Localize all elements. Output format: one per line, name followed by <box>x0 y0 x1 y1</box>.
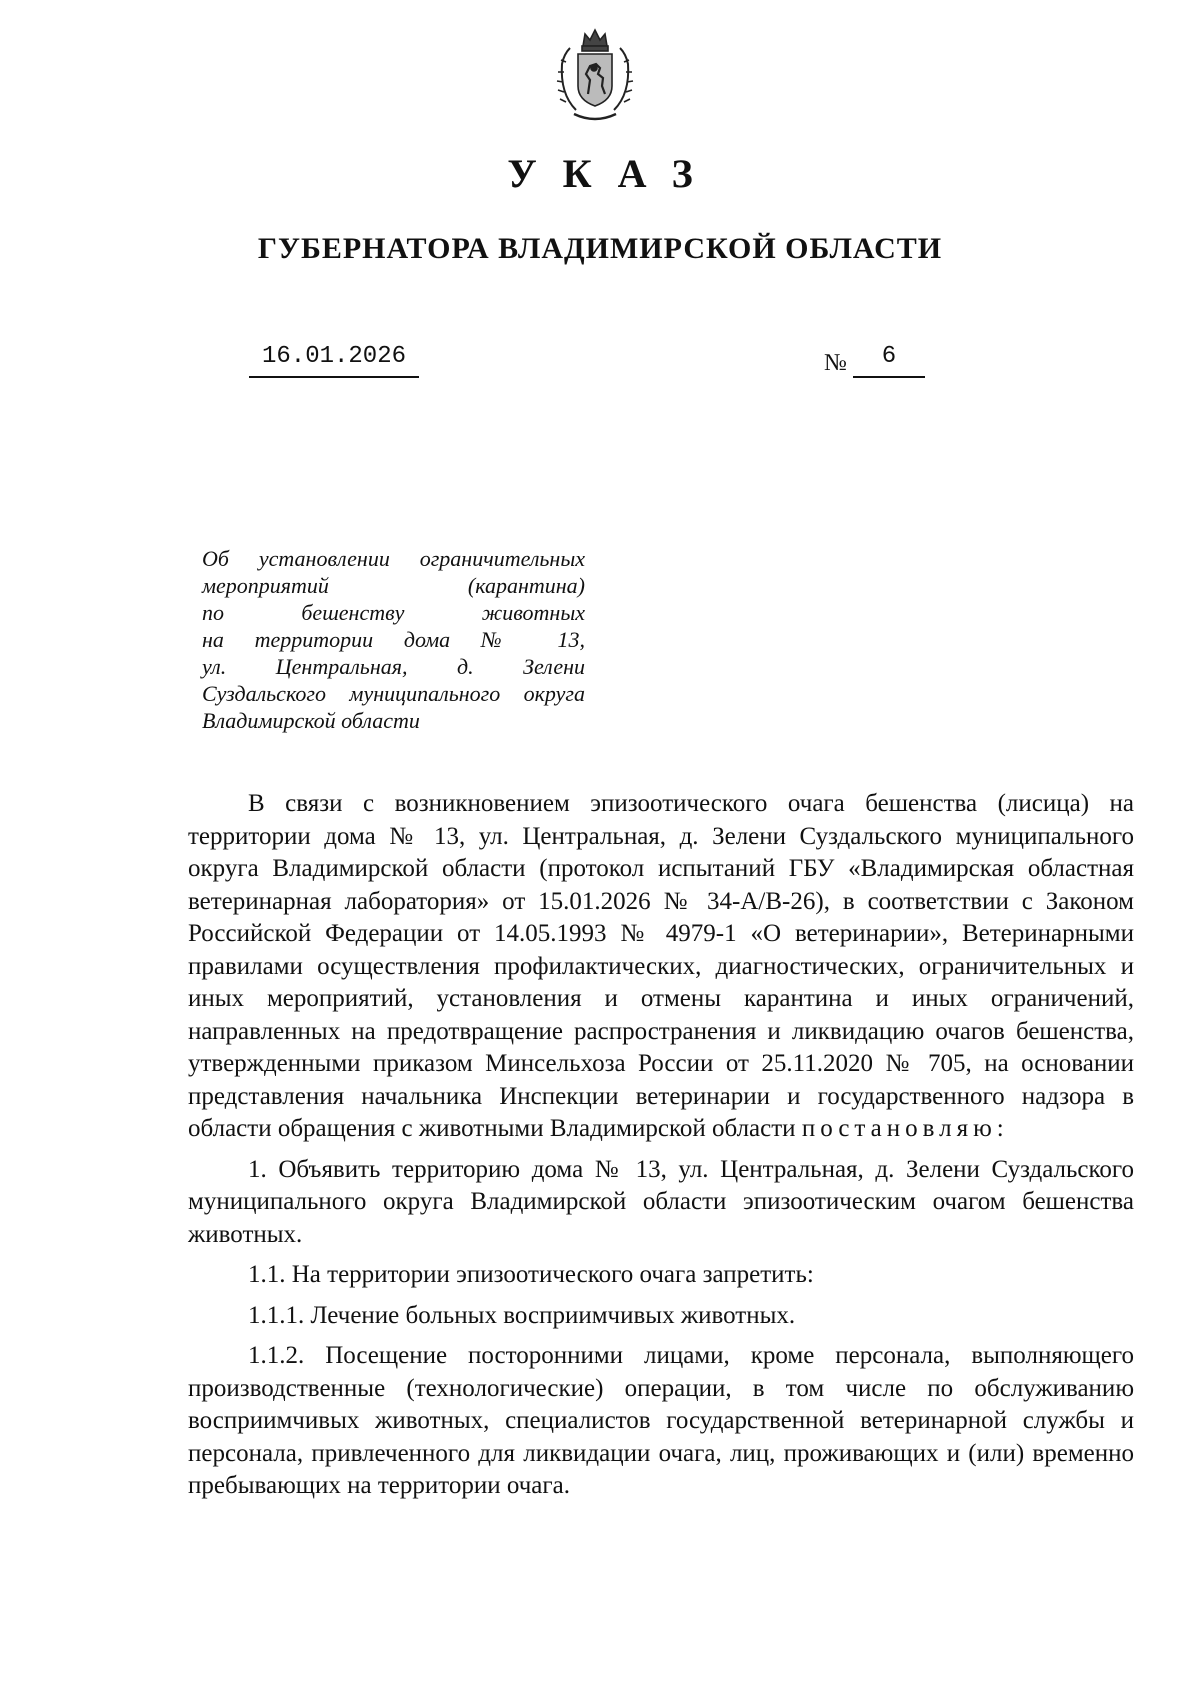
item-marker: 1.1.2. <box>248 1342 305 1369</box>
item-1 <box>188 1154 1134 1252</box>
heading-line: по бешенству животных <box>202 600 585 625</box>
heading-line: Об установлении ограничительных <box>202 546 585 571</box>
item-marker: 1.1. <box>248 1261 286 1288</box>
decree-heading <box>202 545 585 734</box>
preamble-paragraph <box>188 788 1134 1146</box>
heading-line: Владимирской области <box>202 708 420 733</box>
decree-word: постановляю: <box>801 1115 1009 1142</box>
item-text: На территории эпизоотического очага запретить: <box>291 1261 814 1288</box>
item-marker: 1. <box>248 1155 267 1183</box>
item-marker: 1.1.1. <box>248 1301 305 1329</box>
item-1-1-2 <box>188 1340 1134 1503</box>
item-text: Посещение посторонними лицами, кроме персонала, выполняющего производственные (технологические) операции, в том числе по обслуживанию восприимчивых животных, специалистов государственной ветеринарной службы и персонала, привлеченного для ликвидации очага, лиц, проживающих и (или) временно пребывающих на территории очага. <box>188 1342 1134 1499</box>
document-title: УКАЗ <box>507 151 719 196</box>
document-subtitle: ГУБЕРНАТОРА ВЛАДИМИРСКОЙ ОБЛАСТИ <box>257 232 943 265</box>
decree-body <box>188 788 1134 1503</box>
heading-line: ул. Центральная, д. Зелени <box>202 654 585 679</box>
coat-of-arms-emblem <box>548 24 642 128</box>
item-text: Объявить территорию дома № 13, ул. Центральная, д. Зелени Суздальского муниципального округа Владимирской области эпизоотическим очагом бешенства животных. <box>188 1155 1135 1248</box>
preamble-text: В связи с возникновением эпизоотического очага бешенства (лисица) на территории дома № 13, ул. Центральная, д. Зелени Суздальского муниципального округа Владимирской области (протокол испытаний ГБУ «Владимирская областная ветеринарная лаборатория» от 15.01.2026 № 34-А/В-26), в соответствии с Законом Российской Федерации от 14.05.1993 № 4979-1 «О ветеринарии», Ветеринарными правилами осуществления профилактических, диагностических, ограничительных и иных мероприятий, установления и отмены карантина и иных ограничений, направленных на предотвращение распространения и ликвидацию очагов бешенства, утвержденными приказом Минсельхоза России от 25.11.2020 № 705, на основании представления начальника Инспекции ветеринарии и государственного надзора в области обращения с животными Владимирской области <box>188 790 1134 1142</box>
item-1-1 <box>188 1259 1134 1292</box>
heading-line: на территории дома № 13, <box>202 627 585 652</box>
item-1-1-1 <box>188 1300 1134 1333</box>
heading-line: мероприятий (карантина) <box>202 573 585 598</box>
decree-number: 6 <box>853 343 925 378</box>
heading-line: Суздальского муниципального округа <box>202 681 585 706</box>
decree-number-label: № <box>824 350 847 376</box>
item-text: Лечение больных восприимчивых животных. <box>310 1301 796 1329</box>
decree-date: 16.01.2026 <box>249 343 419 378</box>
